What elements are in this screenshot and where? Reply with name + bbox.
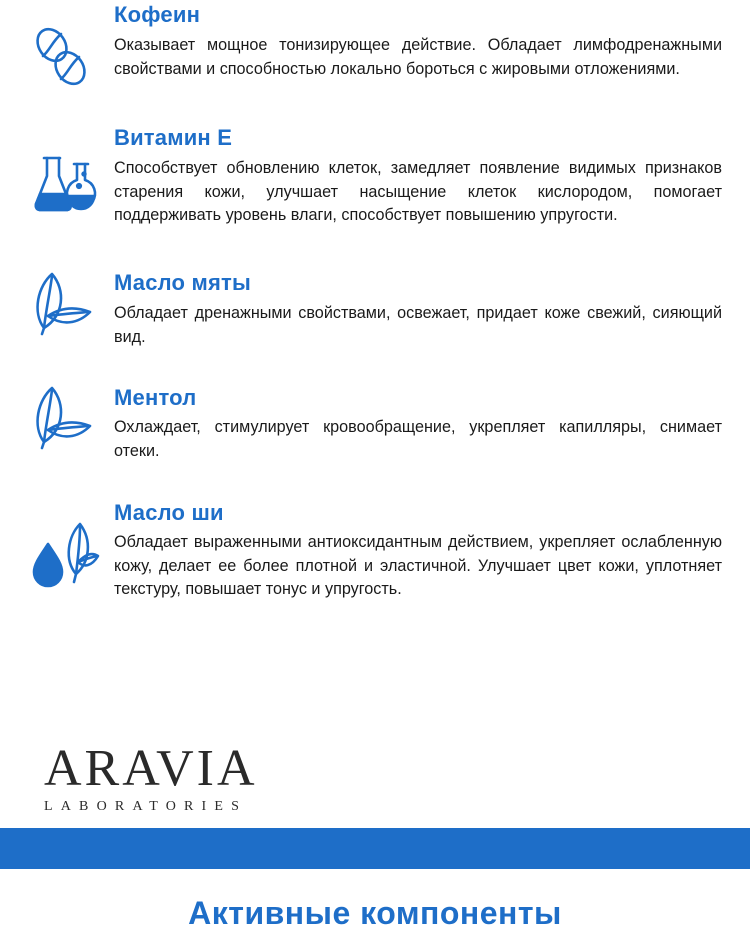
ingredient-description: Способствует обновлению клеток, замедляет появление видимых признаков старения кожи, улучшает насыщение клеток кислородом, помогает поддерживать уровень влаги, способствует повышению упругости. (114, 159, 722, 224)
ingredient-description: Охлаждает, стимулирует кровообращение, укрепляет капилляры, снимает отеки. (114, 418, 722, 460)
section-title: Активные компоненты (188, 895, 562, 931)
brand-name: ARAVIA (44, 740, 258, 797)
ingredient-title: Масло мяты (114, 270, 251, 295)
ingredient-title: Масло ши (114, 500, 224, 525)
leaves-icon (30, 382, 100, 452)
ingredient-description: Обладает выраженными антиоксидантным действием, укрепляет ослабленную кожу, делает ее более плотной и эластичной. Улучшает цвет кожи, уплотняет текстуру, повышает тонус и упругость. (114, 533, 722, 598)
lab-flasks-icon (30, 150, 100, 220)
brand-logo (44, 740, 258, 815)
ingredient-title: Кофеин (114, 2, 201, 27)
ingredient-title: Ментол (114, 385, 197, 410)
oil-drop-leaves-icon (30, 518, 100, 588)
ingredient-description: Оказывает мощное тонизирующее действие. Обладает лимфодренажными свойствами и способностью локально бороться с жировыми отложениями. (114, 36, 722, 78)
coffee-beans-icon (30, 22, 100, 92)
ingredient-title: Витамин Е (114, 125, 233, 150)
leaves-icon (30, 268, 100, 338)
ingredient-description: Обладает дренажными свойствами, освежает, придает коже свежий, сияющий вид. (114, 304, 722, 346)
brand-subtitle: LABORATORIES (44, 799, 248, 814)
accent-band (0, 828, 750, 869)
